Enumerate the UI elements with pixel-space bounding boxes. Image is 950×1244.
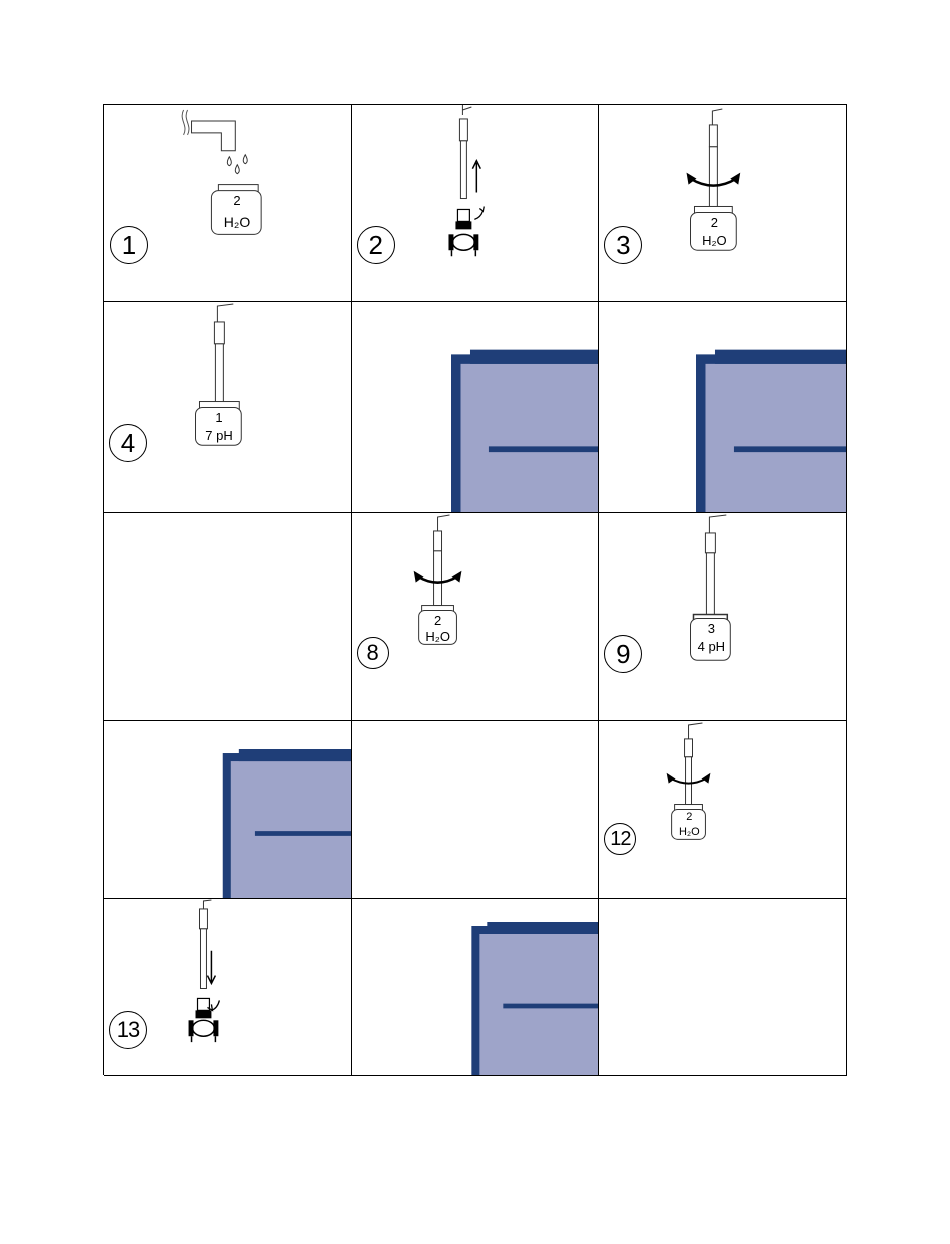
cell-step-10: [104, 721, 352, 899]
step-number: 13: [109, 1011, 147, 1049]
bottle-number: 2: [710, 215, 718, 230]
cell-step-5: [352, 302, 600, 513]
grid-row-2: [104, 302, 847, 513]
cell-step-11: [352, 721, 600, 899]
grid-row-3: [104, 513, 847, 721]
cell-step-1: [104, 105, 352, 302]
grid-row-1: [104, 105, 847, 302]
pipe-clamp-icon: [448, 209, 478, 256]
bottle-label: H₂O: [702, 233, 727, 248]
water-drops-icon: [227, 155, 247, 174]
bottle-label: H₂O: [223, 214, 251, 230]
bottle-number: 2: [434, 613, 442, 628]
display-screen-icon: [451, 349, 600, 513]
display-screen-icon: [696, 349, 847, 513]
step-number: 8: [357, 637, 389, 669]
bottle-label: 4 pH: [697, 639, 726, 654]
cell-step-2: [352, 105, 600, 302]
cell-step-6: [599, 302, 847, 513]
display-screen-icon: [452, 922, 600, 1076]
step-number: 3: [604, 226, 642, 264]
cell-step-7: [104, 513, 352, 721]
grid-row-5: [104, 899, 847, 1076]
step-number: 2: [357, 226, 395, 264]
step-number: 9: [604, 635, 642, 673]
electrode-icon: [599, 721, 846, 898]
electrode-icon: [104, 899, 351, 1075]
bottle-number: 1: [215, 410, 223, 425]
electrode-icon: [599, 513, 846, 720]
step-number: 4: [109, 424, 147, 462]
cell-step-4: [104, 302, 352, 513]
arrow-up-icon: [472, 161, 480, 193]
bottle-number: 2: [686, 811, 693, 823]
bottle-label: H₂O: [678, 826, 700, 838]
cell-step-14: [352, 899, 600, 1076]
procedure-grid: [103, 104, 847, 1075]
bottle-label: 7 pH: [205, 428, 233, 443]
cell-step-3: [599, 105, 847, 302]
cell-step-9: [599, 513, 847, 721]
electrode-icon: [599, 105, 846, 301]
step-number: 1: [110, 226, 148, 264]
grid-row-4: [104, 721, 847, 899]
pipe-clamp-icon: [189, 998, 219, 1042]
cell-step-13: [104, 899, 352, 1076]
electrode-icon: [352, 105, 599, 301]
arrow-down-icon: [207, 951, 215, 984]
display-screen-icon: [204, 749, 352, 899]
bottle-label: H₂O: [425, 629, 450, 644]
electrode-icon: [352, 513, 599, 720]
cell-step-15: [599, 899, 847, 1076]
bottle-number: 3: [707, 621, 715, 636]
cell-step-12: [599, 721, 847, 899]
bottle-number: 2: [233, 193, 241, 208]
step-number: 12: [604, 823, 636, 855]
cell-step-8: [352, 513, 600, 721]
electrode-icon: [104, 302, 351, 512]
